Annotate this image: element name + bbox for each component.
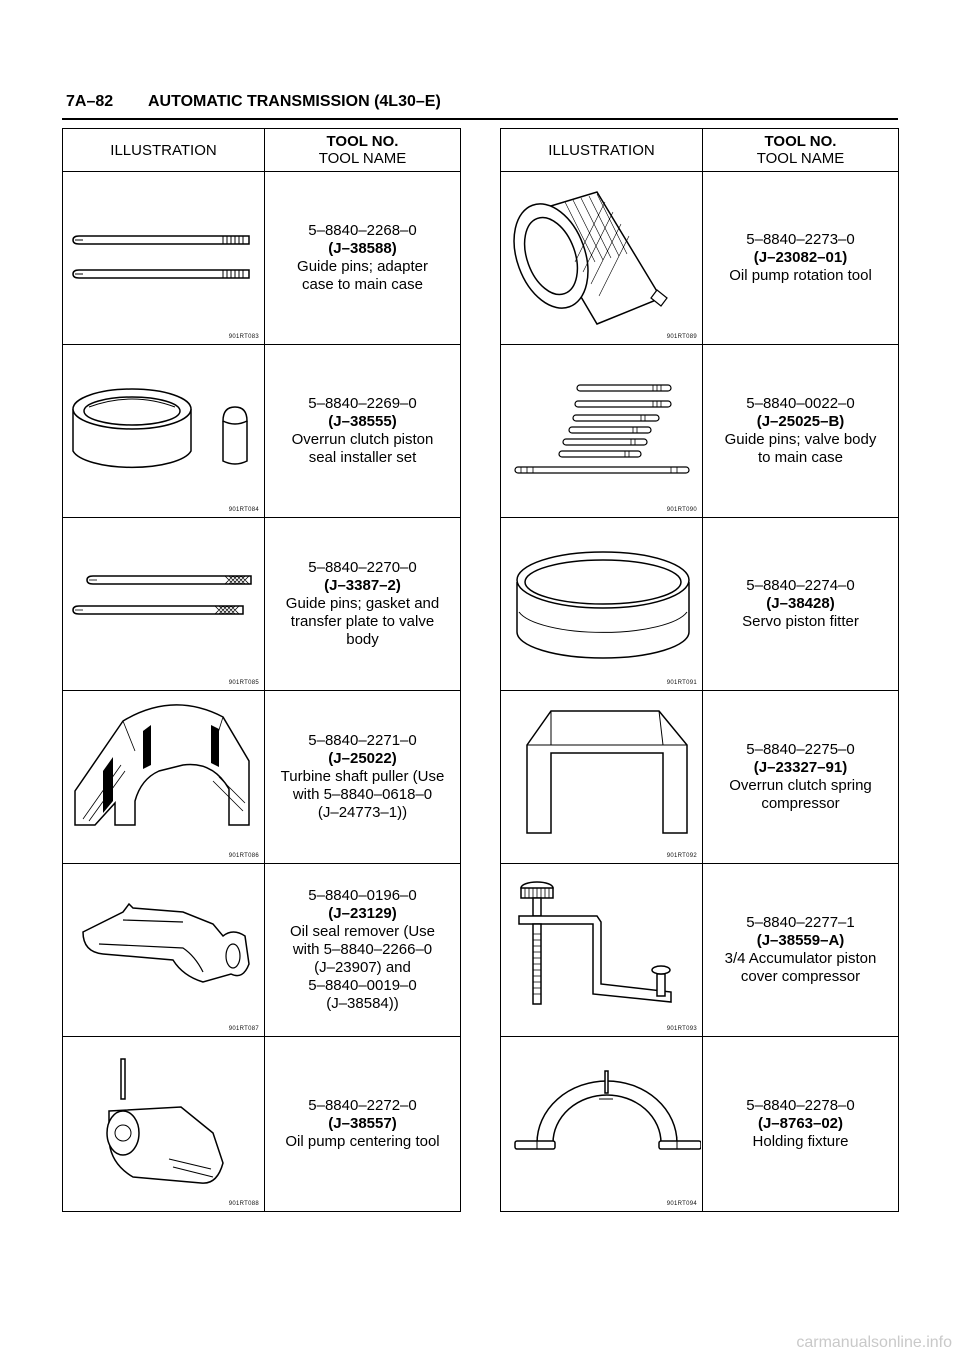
table-row: [63, 518, 460, 691]
table-row: [63, 172, 460, 345]
figure-code: 901RT087: [228, 1026, 259, 1032]
accumulator-compressor-icon: [501, 864, 703, 1036]
tool-name: Guide pins; valve body to main case: [724, 431, 877, 466]
table-header: [501, 129, 898, 172]
tool-table-left: [62, 128, 461, 1212]
table-row: [501, 172, 898, 345]
seal-installer-icon: [63, 345, 265, 517]
j-number: (J–38588): [328, 240, 397, 257]
j-number: (J–23082–01): [753, 249, 848, 266]
part-number: 5–8840–2272–0: [308, 1097, 417, 1114]
rotation-tool-icon: [501, 172, 703, 344]
tool-name: Oil pump rotation tool: [729, 267, 872, 284]
header-tool-no: TOOL NO.: [326, 133, 399, 150]
part-number: 5–8840–2269–0: [308, 395, 417, 412]
piston-fitter-icon: [501, 518, 703, 690]
part-number: 5–8840–2277–1: [746, 914, 855, 931]
j-number: (J–38555): [328, 413, 397, 430]
part-number: 5–8840–0196–0: [308, 887, 417, 904]
seal-remover-icon: [63, 864, 265, 1036]
figure-code: 901RT085: [228, 680, 259, 686]
j-number: (J–38428): [766, 595, 835, 612]
page-number: 7A–82: [66, 93, 114, 110]
table-row: [501, 1037, 898, 1211]
tool-info: [703, 1037, 898, 1211]
tool-info: [703, 172, 898, 344]
tool-name: 3/4 Accumulator piston cover compressor: [724, 950, 877, 985]
j-number: (J–23327–91): [753, 759, 848, 776]
j-number: (J–3387–2): [324, 577, 401, 594]
figure-code: 901RT093: [666, 1026, 697, 1032]
tool-info: [265, 864, 460, 1036]
page-header: [62, 92, 898, 120]
tool-name: Turbine shaft puller (Use with 5–8840–0618–0 (J–24773–1)): [280, 768, 445, 821]
figure-code: 901RT086: [228, 853, 259, 859]
tool-name: Servo piston fitter: [742, 613, 859, 630]
header-illustration: ILLUSTRATION: [63, 129, 265, 171]
shaft-puller-icon: [63, 691, 265, 863]
tool-name: Overrun clutch piston seal installer set: [291, 431, 434, 466]
part-number: 5–8840–2273–0: [746, 231, 855, 248]
centering-tool-icon: [63, 1037, 265, 1211]
j-number: (J–23129): [328, 905, 397, 922]
tool-info: [265, 691, 460, 863]
part-number: 5–8840–2278–0: [746, 1097, 855, 1114]
header-tool: [265, 129, 460, 171]
tool-table-right: [500, 128, 899, 1212]
header-tool-no: TOOL NO.: [764, 133, 837, 150]
header-tool-name: TOOL NAME: [756, 150, 845, 167]
tool-info: [265, 518, 460, 690]
figure-code: 901RT092: [666, 853, 697, 859]
tool-name: Guide pins; adapter case to main case: [297, 258, 428, 293]
tool-info: [703, 691, 898, 863]
part-number: 5–8840–2268–0: [308, 222, 417, 239]
j-number: (J–25025–B): [756, 413, 845, 430]
part-number: 5–8840–2270–0: [308, 559, 417, 576]
j-number: (J–8763–02): [757, 1115, 844, 1132]
part-number: 5–8840–0022–0: [746, 395, 855, 412]
table-row: [63, 345, 460, 518]
figure-code: 901RT090: [666, 507, 697, 513]
figure-code: 901RT091: [666, 680, 697, 686]
part-number: 5–8840–2271–0: [308, 732, 417, 749]
tool-info: [265, 172, 460, 344]
figure-code: 901RT088: [228, 1201, 259, 1207]
j-number: (J–38557): [328, 1115, 397, 1132]
tool-info: [265, 1037, 460, 1211]
holding-fixture-icon: [501, 1037, 703, 1211]
part-number: 5–8840–2274–0: [746, 577, 855, 594]
figure-code: 901RT083: [228, 334, 259, 340]
j-number: (J–38559–A): [756, 932, 845, 949]
header-tool-name: TOOL NAME: [318, 150, 407, 167]
guide-pin-set-icon: [501, 345, 703, 517]
part-number: 5–8840–2275–0: [746, 741, 855, 758]
j-number: (J–25022): [328, 750, 397, 767]
table-row: [63, 691, 460, 864]
tool-info: [265, 345, 460, 517]
table-row: [501, 691, 898, 864]
tool-info: [703, 864, 898, 1036]
guide-pins-knurled-icon: [63, 518, 265, 690]
table-row: [63, 864, 460, 1037]
spring-compressor-icon: [501, 691, 703, 863]
header-tool: [703, 129, 898, 171]
table-row: [501, 864, 898, 1037]
figure-code: 901RT094: [666, 1201, 697, 1207]
tool-name: Overrun clutch spring compressor: [729, 777, 872, 812]
tool-info: [703, 345, 898, 517]
tool-info: [703, 518, 898, 690]
figure-code: 901RT084: [228, 507, 259, 513]
table-row: [501, 518, 898, 691]
tool-name: Holding fixture: [752, 1133, 849, 1150]
header-illustration: ILLUSTRATION: [501, 129, 703, 171]
tool-name: Guide pins; gasket and transfer plate to valve body: [285, 595, 440, 648]
table-row: [63, 1037, 460, 1211]
tool-name: Oil seal remover (Use with 5–8840–2266–0 (J–23907) and 5–8840–0019–0 (J–38584)): [289, 923, 436, 1012]
figure-code: 901RT089: [666, 334, 697, 340]
table-header: [63, 129, 460, 172]
guide-pins-icon: [63, 172, 265, 344]
table-row: [501, 345, 898, 518]
watermark: carmanualsonline.info: [796, 1334, 952, 1351]
page-title: AUTOMATIC TRANSMISSION (4L30–E): [148, 93, 441, 110]
tool-name: Oil pump centering tool: [285, 1133, 440, 1150]
